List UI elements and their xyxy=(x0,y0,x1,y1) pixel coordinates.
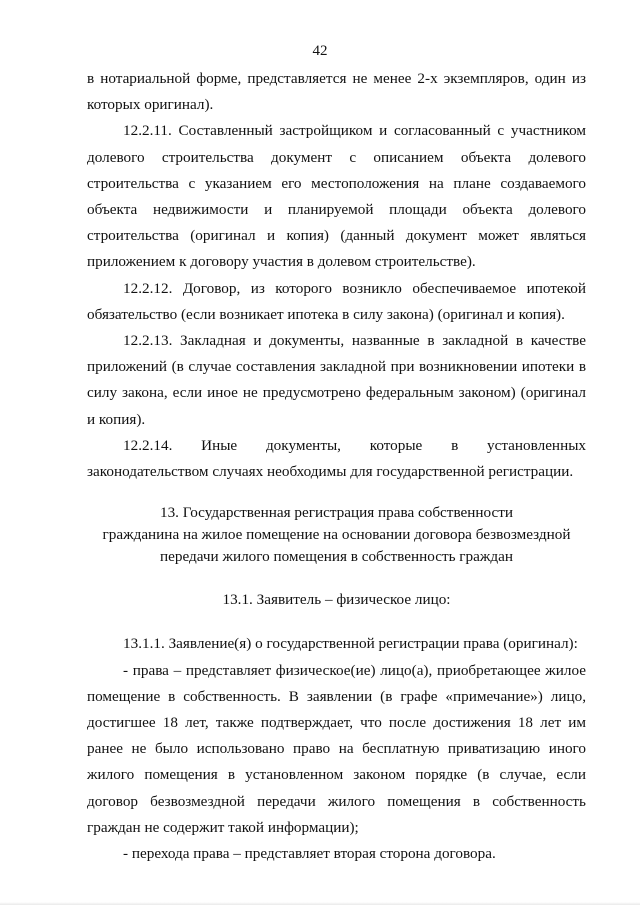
clause-12-2-12: 12.2.12. Договор, из которого возникло обеспечиваемое ипотекой обязательство (если возникает ипотека в силу закона) (оригинал и копия). xyxy=(87,279,586,323)
document-body xyxy=(87,66,586,867)
clause-12-2-11: 12.2.11. Составленный застройщиком и согласованный с участником долевого строительства документ с описанием объекта долевого строительства с указанием его местоположения на плане создаваемого объекта недвижимости и планируемой площади объекта долевого строительства (оригинал и копия) (данный документ может являться приложением к договору участия в долевом строительстве). xyxy=(87,122,586,271)
subsection-13-1-heading: 13.1. Заявитель – физическое лицо: xyxy=(222,591,451,609)
continuation-paragraph: в нотариальной форме, представляется не менее 2-х экземпляров, один из которых оригинал). xyxy=(87,70,586,114)
clause-13-1-1-transfer-item: - перехода права – представляет вторая сторона договора. xyxy=(123,845,496,863)
page-number: 42 xyxy=(312,43,328,59)
clause-13-1-1-rights-item: - права – представляет физическое(ие) лицо(а), приобретающее жилое помещение в собственность. В заявлении (в графе «примечание») лицо, достигшее 18 лет, также подтверждает, что после достижения 18 лет им ранее не было использовано право на бесплатную приватизацию иного жилого помещения в установленном законом порядке (в случае, если договор безвозмездной передачи жилого помещения в собственность граждан не содержит такой информации); xyxy=(87,661,586,836)
clause-13-1-1: 13.1.1. Заявление(я) о государственной регистрации права (оригинал): xyxy=(123,635,578,653)
clause-12-2-13: 12.2.13. Закладная и документы, названные в закладной в качестве приложений (в случае составления закладной при возникновении ипотеки в силу закона, если иное не предусмотрено федеральным законом) (оригинал и копия). xyxy=(87,332,586,428)
clause-12-2-14: 12.2.14. Иные документы, которые в установленных законодательством случаях необходимы для государственной регистрации. xyxy=(87,436,586,481)
section-heading-line: 13. Государственная регистрация права собственности xyxy=(159,504,513,522)
section-heading-line: передачи жилого помещения в собственность граждан xyxy=(160,548,513,566)
section-heading-line: гражданина на жилое помещение на основании договора безвозмездной xyxy=(102,526,571,544)
section-13-heading xyxy=(87,502,586,568)
